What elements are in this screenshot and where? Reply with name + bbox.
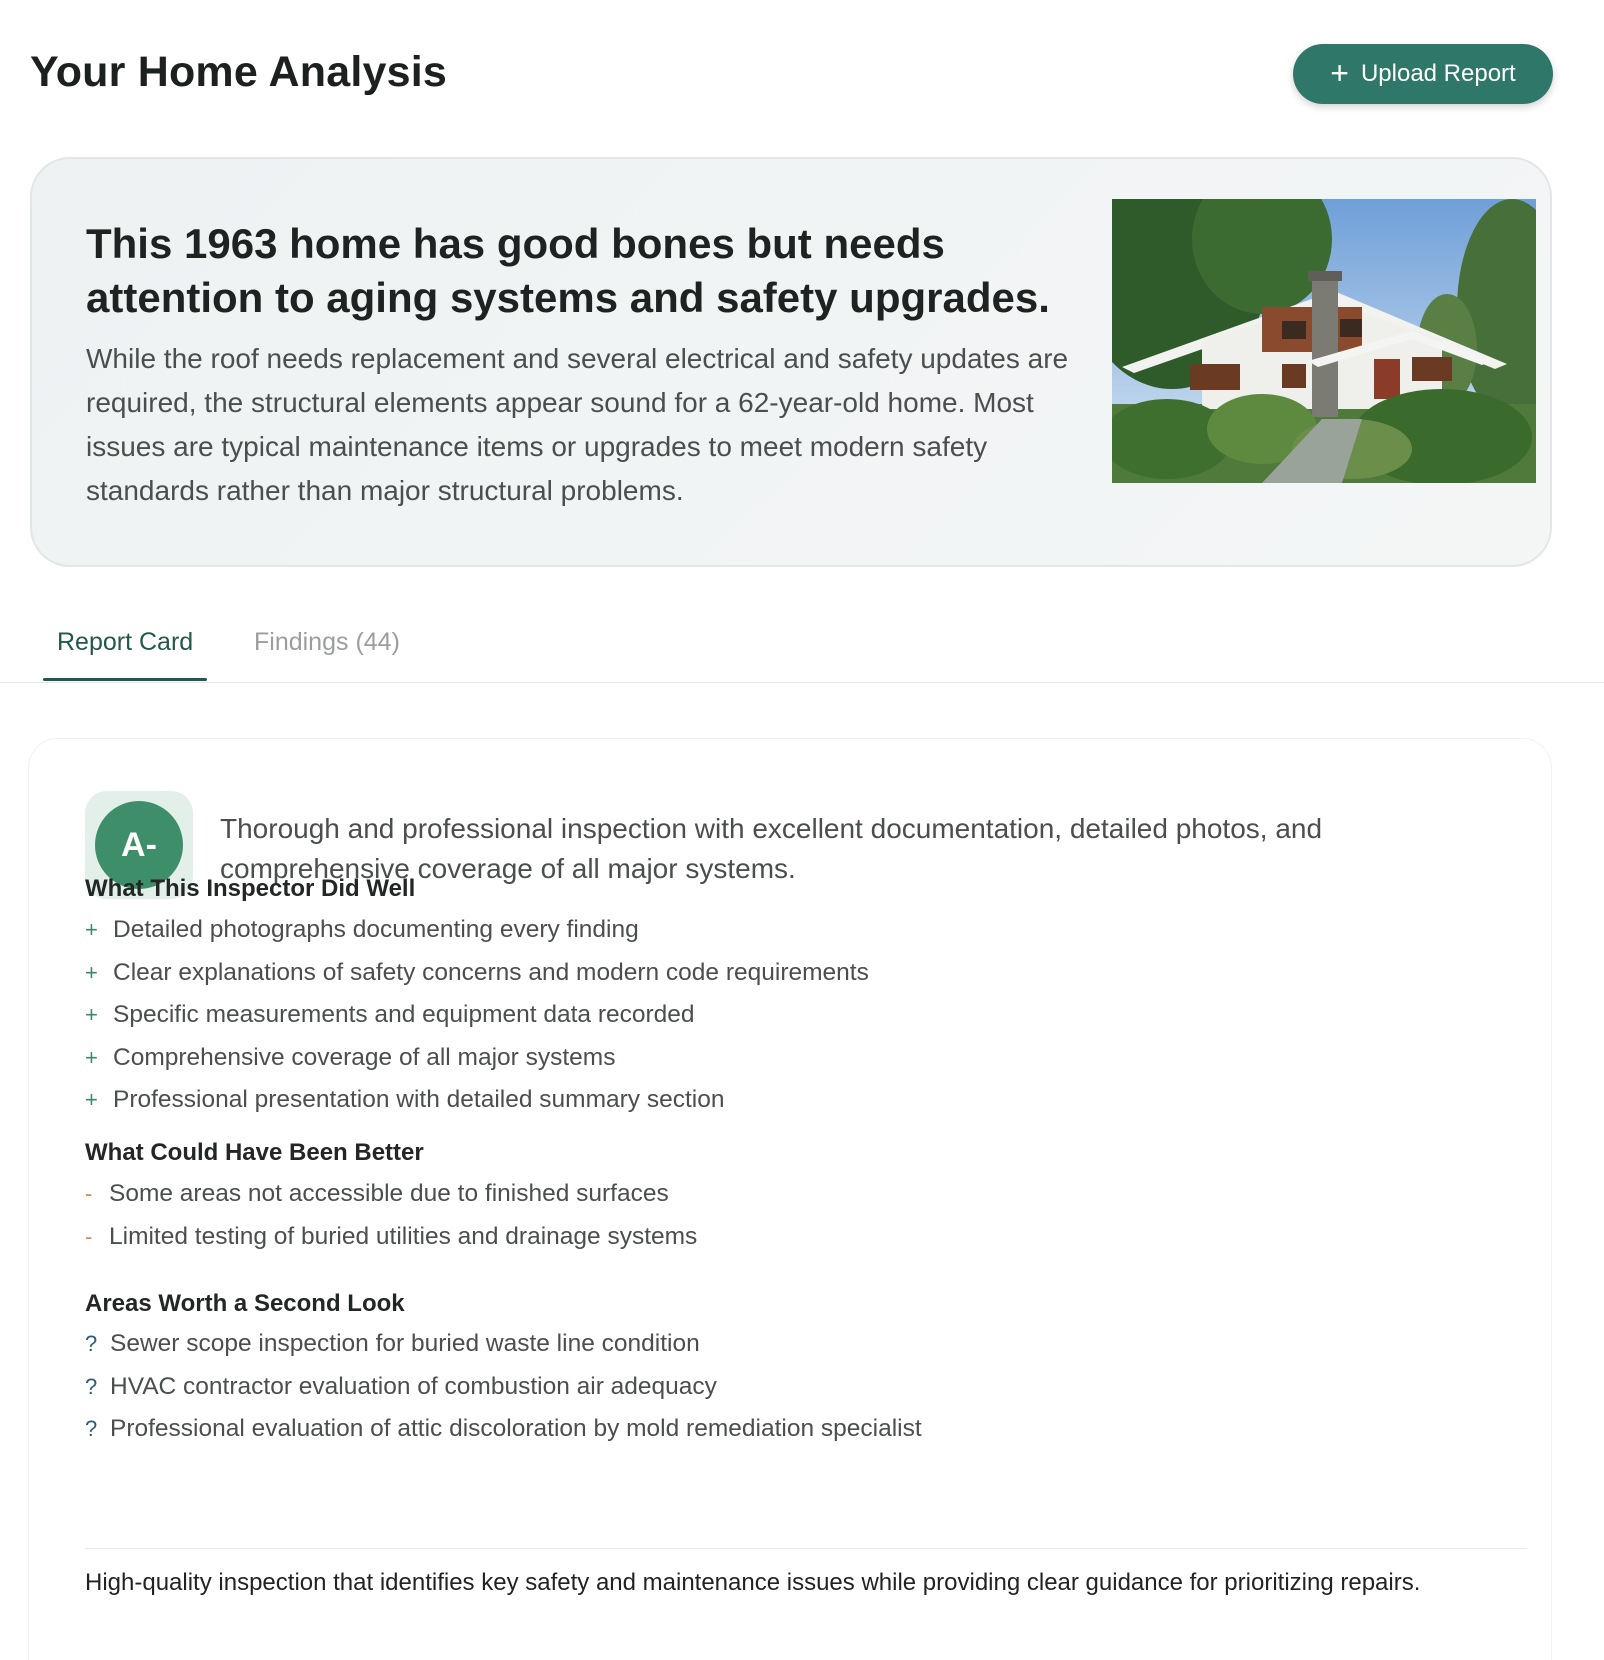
minus-bullet-icon: - xyxy=(85,1181,93,1207)
grade-value: A- xyxy=(95,801,183,889)
tab-findings[interactable]: Findings (44) xyxy=(254,628,400,656)
second-look-heading: Areas Worth a Second Look xyxy=(85,1290,405,1317)
did-well-heading: What This Inspector Did Well xyxy=(85,875,416,902)
second-look-list xyxy=(85,1323,922,1451)
question-bullet-icon: ? xyxy=(85,1331,98,1357)
could-be-better-list xyxy=(85,1173,697,1258)
upload-report-label: Upload Report xyxy=(1360,60,1516,87)
list-item: ? Sewer scope inspection for buried waste line condition xyxy=(85,1330,700,1358)
could-be-better-heading: What Could Have Been Better xyxy=(85,1139,424,1166)
list-item: - Some areas not accessible due to finished surfaces xyxy=(85,1180,669,1208)
plus-bullet-icon: + xyxy=(85,917,98,943)
tab-report-card[interactable]: Report Card xyxy=(57,628,194,656)
divider xyxy=(85,1548,1527,1549)
house-photo xyxy=(1112,199,1536,483)
grade-summary: Thorough and professional inspection with excellent documentation, detailed photos, and comprehensive coverage of all major systems. xyxy=(220,813,1323,884)
report-card-panel xyxy=(28,738,1552,1660)
inspection-conclusion: High-quality inspection that identifies key safety and maintenance issues while providing clear guidance for prioritizing repairs. xyxy=(85,1569,1421,1596)
list-item: + Specific measurements and equipment data recorded xyxy=(85,1001,695,1029)
home-summary-body: While the roof needs replacement and several electrical and safety updates are required, the structural elements appear sound for a 62-year-old home. Most issues are typical maintenance items or upgrades to meet modern safety standards rather than major structural problems. xyxy=(86,343,1069,506)
list-item: ? Professional evaluation of attic discoloration by mold remediation specialist xyxy=(85,1415,922,1443)
report-tabs xyxy=(0,610,1604,683)
list-item: + Professional presentation with detailed summary section xyxy=(85,1086,725,1114)
list-item: + Comprehensive coverage of all major systems xyxy=(85,1043,616,1071)
did-well-list xyxy=(85,909,869,1122)
minus-bullet-icon: - xyxy=(85,1223,93,1249)
home-summary-title: This 1963 home has good bones but needs attention to aging systems and safety upgrades. xyxy=(86,220,1050,321)
list-item: + Clear explanations of safety concerns and modern code requirements xyxy=(85,958,869,986)
list-item: - Limited testing of buried utilities and drainage systems xyxy=(85,1222,698,1250)
page-header xyxy=(30,44,1604,104)
plus-bullet-icon: + xyxy=(85,1087,98,1113)
list-item: + Detailed photographs documenting every finding xyxy=(85,916,639,944)
plus-bullet-icon: + xyxy=(85,1002,98,1028)
question-bullet-icon: ? xyxy=(85,1416,98,1442)
active-tab-indicator xyxy=(43,678,207,681)
question-bullet-icon: ? xyxy=(85,1373,98,1399)
plus-icon: + xyxy=(1330,54,1349,91)
home-summary-card xyxy=(30,157,1552,567)
page-title: Your Home Analysis xyxy=(30,48,447,96)
plus-bullet-icon: + xyxy=(85,959,98,985)
list-item: ? HVAC contractor evaluation of combustion air adequacy xyxy=(85,1372,717,1400)
plus-bullet-icon: + xyxy=(85,1044,98,1070)
upload-report-button[interactable] xyxy=(1293,44,1553,104)
